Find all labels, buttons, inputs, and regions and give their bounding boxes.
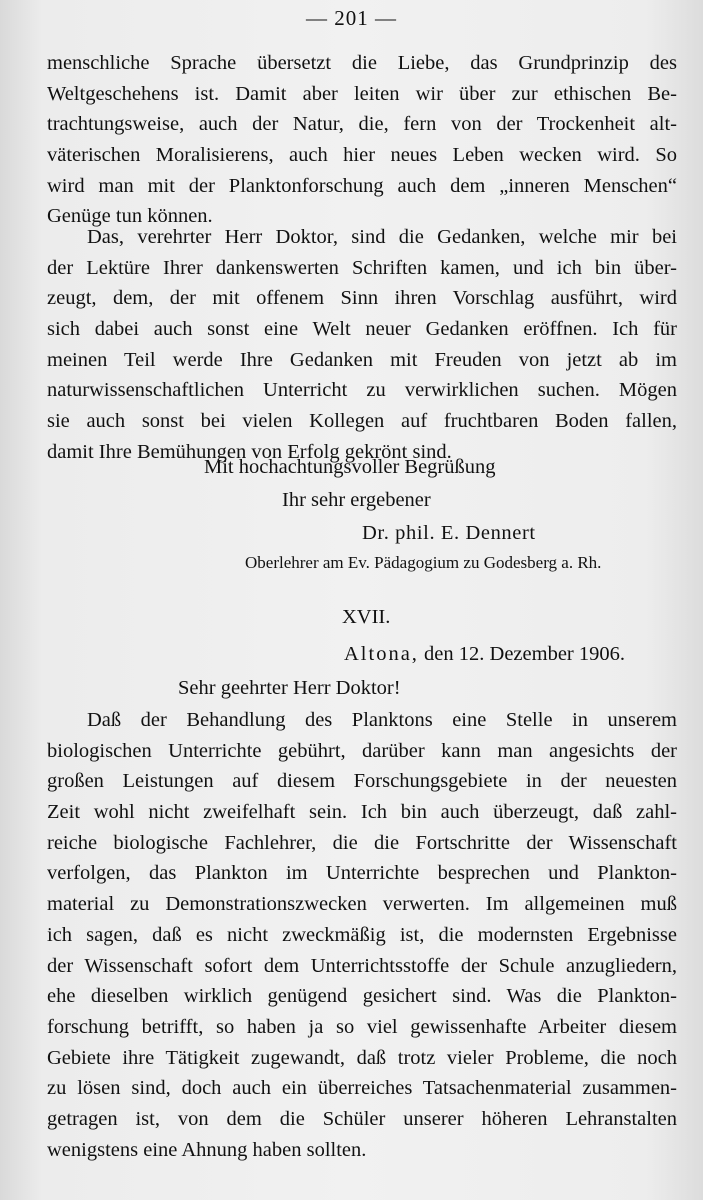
dateline-date: den 12. Dezember 1906.	[424, 643, 625, 665]
text-line: wird man mit der Planktonforschung auch dem „inneren Menschen“	[47, 174, 677, 197]
signature-name: Dr. phil. E. Dennert	[362, 522, 536, 544]
text-line: Zeit wohl nicht zweifelhaft sein. Ich bin auch überzeugt, daß zahl-	[47, 801, 677, 824]
text-line: zeugt, dem, der mit offenem Sinn ihren Vorschlag ausführt, wird	[47, 287, 677, 310]
text-line: Daß der Behandlung des Planktons eine Stelle in unserem	[87, 709, 677, 731]
text-line: getragen ist, von dem die Schüler unserer höheren Lehranstalten	[47, 1107, 677, 1130]
page-number: — 201 —	[306, 6, 397, 30]
paragraph-2	[47, 222, 677, 468]
text-line: forschung betrifft, so haben ja so viel gewissenhafte Arbeiter diesem	[47, 1015, 677, 1038]
text-line: väterischen Moralisierens, auch hier neues Leben wecken wird. So	[47, 144, 677, 167]
text-line: zu lösen sind, doch auch ein überreiches Tatsachenmaterial zusammen-	[47, 1077, 677, 1100]
text-line: ehe dieselben wirklich genügend gesichert sind. Was die Plankton-	[47, 985, 677, 1008]
text-line: menschliche Sprache übersetzt die Liebe, das Grundprinzip des	[47, 52, 677, 74]
text-line: Genüge tun können.	[47, 205, 213, 228]
text-line: naturwissenschaftlichen Unterricht zu verwirklichen suchen. Mögen	[47, 379, 677, 402]
text-line: Gebiete ihre Tätigkeit zugewandt, daß trotz vieler Probleme, die noch	[47, 1046, 677, 1069]
text-line: ich sagen, daß es nicht zweckmäßig ist, die modernsten Ergebnisse	[47, 923, 677, 946]
text-line: sich dabei auch sonst eine Welt neuer Gedanken eröffnen. Ich für	[47, 318, 677, 341]
text-line: trachtungsweise, auch der Natur, die, fern von der Trockenheit alt-	[47, 113, 677, 136]
text-line: Das, verehrter Herr Doktor, sind die Gedanken, welche mir bei	[87, 226, 677, 248]
closing-yours: Ihr sehr ergebener	[282, 489, 431, 511]
section-number: XVII.	[342, 606, 391, 628]
text-line: damit Ihre Bemühungen von Erfolg gekrönt sind.	[47, 440, 452, 463]
dateline-place: Altona,	[344, 643, 419, 665]
text-line: verfolgen, das Plankton im Unterrichte besprechen und Plankton-	[47, 862, 677, 885]
signature-title: Oberlehrer am Ev. Pädagogium zu Godesberg a. Rh.	[245, 553, 602, 572]
text-line: großen Leistungen auf diesem Forschungsgebiete in der neuesten	[47, 770, 677, 793]
paragraph-3	[47, 705, 677, 1165]
paragraph-1	[47, 48, 677, 232]
text-line: wenigstens eine Ahnung haben sollten.	[47, 1138, 367, 1161]
closing-greeting: Mit hochachtungsvoller Begrüßung	[204, 456, 496, 478]
text-line: Weltgeschehens ist. Damit aber leiten wir über zur ethischen Be-	[47, 82, 677, 105]
text-line: reiche biologische Fachlehrer, die die Fortschritte der Wissenschaft	[47, 831, 677, 854]
dateline	[344, 643, 625, 666]
text-line: biologischen Unterrichte gebührt, darüber kann man angesichts der	[47, 739, 677, 762]
text-line: meinen Teil werde Ihre Gedanken mit Freuden von jetzt ab im	[47, 348, 677, 371]
text-line: der Lektüre Ihrer dankenswerten Schriften kamen, und ich bin über-	[47, 256, 677, 279]
text-line: material zu Demonstrationszwecken verwerten. Im allgemeinen muß	[47, 893, 677, 916]
salutation: Sehr geehrter Herr Doktor!	[178, 677, 401, 699]
text-line: sie auch sonst bei vielen Kollegen auf fruchtbaren Boden fallen,	[47, 410, 677, 433]
text-line: der Wissenschaft sofort dem Unterrichtsstoffe der Schule anzugliedern,	[47, 954, 677, 977]
